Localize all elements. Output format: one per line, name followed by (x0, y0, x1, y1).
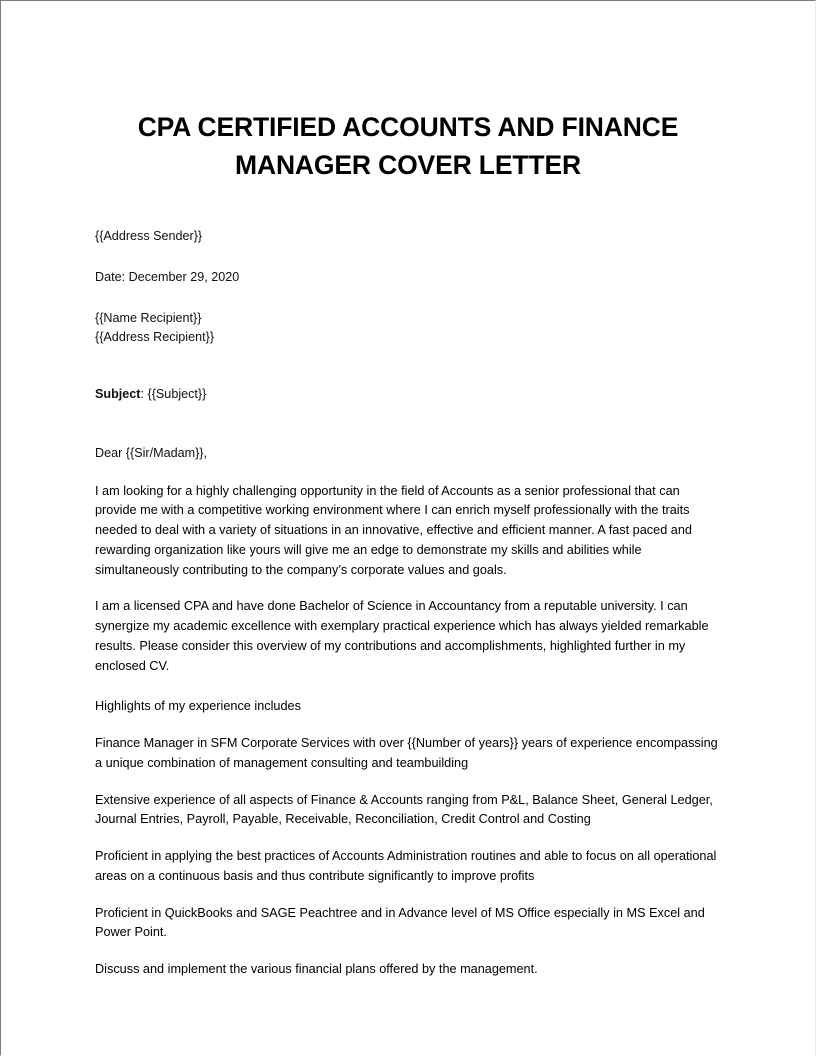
subject-separator: : (140, 386, 148, 401)
subject-value: {{Subject}} (147, 386, 207, 401)
highlight-item-software-skills: Proficient in QuickBooks and SAGE Peachtree and in Advance level of MS Office especially in MS Excel and Power Point. (95, 905, 705, 940)
highlights-intro: Highlights of my experience includes (95, 699, 301, 714)
highlight-item-financial-plans: Discuss and implement the various financial plans offered by the management. (95, 962, 538, 977)
sender-address-placeholder: {{Address Sender}} (95, 229, 203, 244)
body-paragraph-2: I am a licensed CPA and have done Bachelor of Science in Accountancy from a reputable university. I can synergize my academic excellence with exemplary practical experience which has always yielded remarkable results. Please consider this overview of my contributions and accomplishments, highlighted further in my enclosed CV. (95, 599, 709, 673)
recipient-name-placeholder: {{Name Recipient}} (95, 311, 202, 326)
salutation-line: Dear {{Sir/Madam}}, (95, 445, 208, 460)
body-paragraph-1: I am looking for a highly challenging opportunity in the field of Accounts as a senior professional that can provide me with a competitive working environment where I can enrich myself professionally with the traits needed to deal with a variety of situations in an innovative, effective and efficient manner. A fast paced and rewarding organization like yours will give me an edge to demonstrate my skills and abilities while simultaneously contributing to the company’s corporate values and goals. (95, 483, 692, 577)
highlight-item-accounts-administration: Proficient in applying the best practices of Accounts Administration routines and able to focus on all operational areas on a continuous basis and thus contribute significantly to improve profits (95, 849, 717, 883)
recipient-address-placeholder: {{Address Recipient}} (95, 329, 215, 344)
recipient-block (95, 309, 721, 347)
letter-body (95, 1, 721, 993)
subject-line (95, 385, 721, 404)
highlight-item-finance-manager: Finance Manager in SFM Corporate Services with over {{Number of years}} years of experience encompassing a unique combination of management consulting and teambuilding (95, 736, 718, 770)
letter-date: Date: December 29, 2020 (95, 270, 240, 285)
subject-label: Subject (95, 386, 141, 401)
highlight-item-extensive-experience: Extensive experience of all aspects of Finance & Accounts ranging from P&L, Balance Sheet, General Ledger, Journal Entries, Payroll, Payable, Receivable, Reconciliation, Credit Control and Costing (95, 792, 713, 827)
page-title: CPA CERTIFIED ACCOUNTS AND FINANCE MANAGER COVER LETTER (137, 112, 679, 180)
